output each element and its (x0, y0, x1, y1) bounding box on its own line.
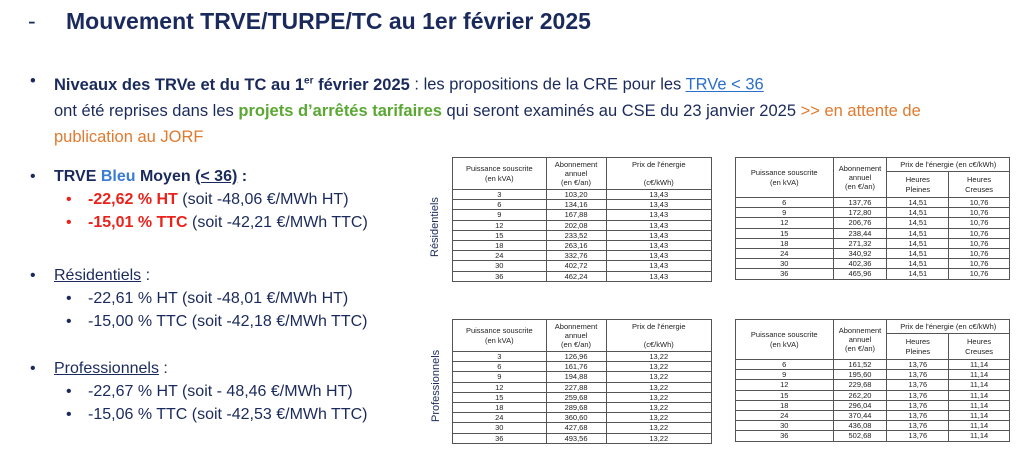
title-text: Mouvement TRVE/TURPE/TC au 1er février 2025 (66, 8, 591, 34)
table-cell: 13,43 (606, 220, 712, 230)
table-cell: 14,51 (887, 259, 949, 269)
trve-ht-value: -22,62 % HT (88, 191, 178, 208)
table-cell: 340,92 (833, 249, 887, 259)
table-cell: 13,76 (887, 431, 949, 441)
table-cell: 24 (453, 413, 547, 423)
pro-ht-bullet: • (66, 383, 72, 400)
col-header-abonnement: Abonnement annuel (en €/an) (546, 158, 606, 190)
table-cell: 14,51 (887, 228, 949, 238)
table-cell: 13,22 (606, 433, 712, 443)
table-body (453, 352, 712, 444)
table-cell: 13,43 (606, 251, 712, 261)
col-header-puissance: Puissance souscrite (en kVA) (453, 320, 547, 352)
col-header-puissance: Puissance souscrite (en kVA) (736, 320, 834, 360)
res-ht-bullet: • (66, 290, 72, 307)
table-cell: 296,04 (833, 400, 887, 410)
residentiels-block (30, 265, 367, 333)
table-cell: 15 (736, 228, 834, 238)
table-row (736, 421, 1010, 431)
table-cell: 13,43 (606, 210, 712, 220)
table-cell: 30 (736, 421, 834, 431)
table-row (736, 360, 1010, 370)
intro-line-3 (30, 124, 1020, 150)
col-header-abonnement: Abonnement annuel (en €/an) (546, 320, 606, 352)
trve-ht-bullet: • (66, 191, 72, 208)
table-cell: 11,14 (949, 411, 1010, 421)
intro-text-1: : les propositions de la CRE pour les (409, 75, 686, 94)
intro-line-2 (30, 98, 1020, 124)
table-cell: 238,44 (833, 228, 887, 238)
col-header-abonnement: Abonnement annuel (en €/an) (833, 158, 887, 198)
table-row (736, 411, 1010, 421)
table-cell: 13,22 (606, 403, 712, 413)
table-row (736, 370, 1010, 380)
table-row (453, 210, 712, 220)
trve-label-b: Moyen (135, 168, 196, 185)
table-cell: 14,51 (887, 269, 949, 279)
residentiels-base-table (452, 157, 712, 282)
trve-bullet: • (30, 168, 36, 185)
trve-label-a: TRVE (54, 168, 101, 185)
table-cell: 10,76 (949, 198, 1010, 208)
pro-ttc-text: -15,06 % TTC (soit -42,53 €/MWh TTC) (88, 406, 368, 423)
table-cell: 10,76 (949, 259, 1010, 269)
table-cell: 36 (736, 269, 834, 279)
table-row (453, 200, 712, 210)
pro-label-suffix: : (158, 360, 168, 377)
trve-block (30, 166, 368, 234)
table-row (453, 190, 712, 200)
res-ttc-item (30, 310, 367, 333)
table-cell: 172,80 (833, 208, 887, 218)
table-cell: 10,76 (949, 208, 1010, 218)
table-cell: 13,22 (606, 413, 712, 423)
pro-bullet: • (30, 360, 36, 377)
table-row (453, 230, 712, 240)
intro-orange-1: >> en attente de (800, 101, 921, 120)
table-cell: 14,51 (887, 218, 949, 228)
table-row (736, 259, 1010, 269)
table-row (453, 271, 712, 281)
table-row (736, 198, 1010, 208)
table-cell: 11,14 (949, 380, 1010, 390)
table-cell: 370,44 (833, 411, 887, 421)
table-cell: 289,68 (546, 403, 606, 413)
table-cell: 14,51 (887, 249, 949, 259)
table-row (736, 218, 1010, 228)
intro-bold (54, 76, 410, 94)
table-cell: 10,76 (949, 228, 1010, 238)
table-cell: 15 (453, 392, 547, 402)
table-row (453, 372, 712, 382)
professionnels-heading (30, 358, 367, 380)
table-row (453, 392, 712, 402)
table-cell: 227,88 (546, 382, 606, 392)
table-row (453, 251, 712, 261)
professionnels-base-table (452, 319, 712, 444)
table-cell: 233,52 (546, 230, 606, 240)
table-row (453, 261, 712, 271)
table-cell: 10,76 (949, 269, 1010, 279)
table-cell: 13,43 (606, 230, 712, 240)
pro-ttc-bullet: • (66, 406, 72, 423)
table-cell: 30 (736, 259, 834, 269)
intro-orange-2: publication au JORF (54, 127, 204, 146)
table-cell: 36 (453, 433, 547, 443)
table-cell: 332,76 (546, 251, 606, 261)
col-header-abonnement: Abonnement annuel (en €/an) (833, 320, 887, 360)
table-cell: 137,76 (833, 198, 887, 208)
table-cell: 10,76 (949, 218, 1010, 228)
table-cell: 134,16 (546, 200, 606, 210)
table-cell: 202,08 (546, 220, 606, 230)
col-header-prix: Prix de l'énergie (c€/kWh) (606, 320, 712, 352)
table-cell: 24 (736, 249, 834, 259)
table-cell: 6 (453, 200, 547, 210)
table-cell: 271,32 (833, 238, 887, 248)
table-row (736, 431, 1010, 441)
pro-ttc-item (30, 403, 367, 426)
table-cell: 402,36 (833, 259, 887, 269)
intro-line-1 (30, 68, 1020, 98)
table-cell: 13,76 (887, 370, 949, 380)
table-row (736, 269, 1010, 279)
table-cell: 465,96 (833, 269, 887, 279)
table-cell: 206,76 (833, 218, 887, 228)
table-cell: 402,72 (546, 261, 606, 271)
table-row (736, 390, 1010, 400)
table-row (453, 403, 712, 413)
table-row (453, 382, 712, 392)
table-cell: 10,76 (949, 249, 1010, 259)
table-cell: 13,22 (606, 372, 712, 382)
table-cell: 11,14 (949, 400, 1010, 410)
table-body (736, 198, 1010, 280)
table-cell: 13,76 (887, 390, 949, 400)
table-cell: 161,76 (546, 362, 606, 372)
table-row (453, 433, 712, 443)
col-header-hp: Heures Pleines (887, 334, 949, 360)
trve-ttc-item (30, 211, 368, 234)
table-cell: 18 (736, 400, 834, 410)
intro-bold-sup: er (304, 75, 314, 86)
table-cell: 15 (736, 390, 834, 400)
table-cell: 6 (736, 360, 834, 370)
table-cell: 13,76 (887, 400, 949, 410)
res-ttc-bullet: • (66, 313, 72, 330)
table-cell: 13,43 (606, 261, 712, 271)
table-cell: 36 (736, 431, 834, 441)
table-cell: 13,22 (606, 362, 712, 372)
table-header-row (736, 320, 1010, 334)
table-cell: 24 (736, 411, 834, 421)
table-cell: 13,43 (606, 200, 712, 210)
table-row (453, 220, 712, 230)
table-cell: 229,68 (833, 380, 887, 390)
table-cell: 167,88 (546, 210, 606, 220)
table-cell: 12 (736, 380, 834, 390)
professionnels-block (30, 358, 367, 426)
col-header-puissance: Puissance souscrite (en kVA) (736, 158, 834, 198)
table-row (736, 400, 1010, 410)
table-cell: 13,22 (606, 382, 712, 392)
trve-link[interactable]: TRVe < 36 (685, 75, 764, 94)
table-header-row (453, 158, 712, 190)
col-header-hc: Heures Creuses (949, 334, 1010, 360)
table-cell: 3 (453, 352, 547, 362)
table-cell: 18 (736, 238, 834, 248)
table-cell: 360,60 (546, 413, 606, 423)
table-cell: 36 (453, 271, 547, 281)
table-cell: 11,14 (949, 360, 1010, 370)
table-row (736, 238, 1010, 248)
table-cell: 13,76 (887, 380, 949, 390)
col-header-prix-hphc: Prix de l'énergie (en c€/kWh) (887, 158, 1010, 172)
trve-ht-detail: (soit -48,06 €/MWh HT) (177, 191, 349, 208)
table-row (453, 413, 712, 423)
table-cell: 13,22 (606, 423, 712, 433)
residentiels-heading (30, 265, 367, 287)
intro-green: projets d’arrêtés tarifaires (238, 101, 442, 120)
res-bullet: • (30, 267, 36, 284)
table-cell: 9 (736, 370, 834, 380)
trve-label-link[interactable]: (< 36) (195, 168, 238, 185)
res-ht-text: -22,61 % HT (soit -48,01 €/MWh HT) (88, 290, 349, 307)
res-ht-item (30, 287, 367, 310)
professionnels-hphc-table (735, 319, 1010, 442)
table-cell: 161,52 (833, 360, 887, 370)
table-cell: 13,43 (606, 190, 712, 200)
table-cell: 13,22 (606, 392, 712, 402)
table-body (453, 190, 712, 282)
table-cell: 436,08 (833, 421, 887, 431)
table-cell: 9 (453, 210, 547, 220)
table-row (453, 352, 712, 362)
title-dash: - (28, 8, 36, 34)
pro-label: Professionnels (54, 360, 159, 377)
table-cell: 262,20 (833, 390, 887, 400)
table-cell: 6 (736, 198, 834, 208)
table-cell: 13,43 (606, 271, 712, 281)
table-row (736, 208, 1010, 218)
table-cell: 126,96 (546, 352, 606, 362)
table-cell: 15 (453, 230, 547, 240)
intro-bullet: • (30, 72, 36, 90)
col-header-hc: Heures Creuses (949, 172, 1010, 198)
residentiels-hphc-table (735, 157, 1010, 280)
table-cell: 13,76 (887, 360, 949, 370)
table-cell: 9 (736, 208, 834, 218)
res-label-suffix: : (141, 267, 151, 284)
table-row (453, 241, 712, 251)
intro-text-2: ont été reprises dans les (54, 101, 239, 120)
table-cell: 11,14 (949, 370, 1010, 380)
trve-ttc-detail: (soit -42,21 €/MWh TTC) (187, 214, 368, 231)
res-ttc-text: -15,00 % TTC (soit -42,18 €/MWh TTC) (88, 313, 368, 330)
table-cell: 103,20 (546, 190, 606, 200)
table-cell: 11,14 (949, 390, 1010, 400)
trve-ttc-value: -15,01 % TTC (88, 214, 188, 231)
table-cell: 18 (453, 403, 547, 413)
table-cell: 502,68 (833, 431, 887, 441)
col-header-prix: Prix de l'énergie (c€/kWh) (606, 158, 712, 190)
table-cell: 13,76 (887, 421, 949, 431)
table-cell: 18 (453, 241, 547, 251)
table-header-row (453, 320, 712, 352)
table-cell: 6 (453, 362, 547, 372)
table-cell: 493,56 (546, 433, 606, 443)
table-row (453, 362, 712, 372)
table-cell: 14,51 (887, 208, 949, 218)
intro-paragraph (30, 68, 1020, 150)
table-cell: 194,88 (546, 372, 606, 382)
trve-heading (30, 166, 368, 188)
table-cell: 24 (453, 251, 547, 261)
table-cell: 14,51 (887, 198, 949, 208)
table-row (736, 249, 1010, 259)
table-row (736, 228, 1010, 238)
table-cell: 12 (736, 218, 834, 228)
table-row (453, 423, 712, 433)
trve-ht-item (30, 188, 368, 211)
pro-ht-item (30, 380, 367, 403)
table-body (736, 360, 1010, 442)
table-cell: 12 (453, 382, 547, 392)
table-cell: 195,60 (833, 370, 887, 380)
table-cell: 259,68 (546, 392, 606, 402)
res-label: Résidentiels (54, 267, 142, 284)
table-cell: 12 (453, 220, 547, 230)
intro-bold-prefix: Niveaux des TRVe et du TC au 1 (54, 75, 305, 94)
table-cell: 30 (453, 423, 547, 433)
professionnels-vertical-label: Professionnels (430, 349, 442, 422)
table-row (736, 380, 1010, 390)
table-cell: 263,16 (546, 241, 606, 251)
col-header-hp: Heures Pleines (887, 172, 949, 198)
trve-label-bleu: Bleu (100, 168, 136, 185)
intro-text-3: qui seront examinés au CSE du 23 janvier 2025 (441, 101, 801, 120)
trve-ttc-bullet: • (66, 214, 72, 231)
residentiels-vertical-label: Résidentiels (429, 197, 441, 257)
table-cell: 11,14 (949, 431, 1010, 441)
table-cell: 13,43 (606, 241, 712, 251)
table-cell: 427,68 (546, 423, 606, 433)
table-cell: 30 (453, 261, 547, 271)
table-cell: 3 (453, 190, 547, 200)
table-cell: 9 (453, 372, 547, 382)
intro-bold-suffix: février 2025 (313, 75, 410, 94)
table-cell: 14,51 (887, 238, 949, 248)
table-cell: 13,22 (606, 352, 712, 362)
table-cell: 10,76 (949, 238, 1010, 248)
pro-ht-text: -22,67 % HT (soit - 48,46 €/MWh HT) (88, 383, 353, 400)
col-header-puissance: Puissance souscrite (en kVA) (453, 158, 547, 190)
table-cell: 462,24 (546, 271, 606, 281)
table-cell: 13,76 (887, 411, 949, 421)
page-title (28, 8, 591, 35)
col-header-prix-hphc: Prix de l'énergie (en c€/kWh) (887, 320, 1010, 334)
trve-label-c: : (237, 168, 248, 185)
table-header-row (736, 158, 1010, 172)
table-cell: 11,14 (949, 421, 1010, 431)
